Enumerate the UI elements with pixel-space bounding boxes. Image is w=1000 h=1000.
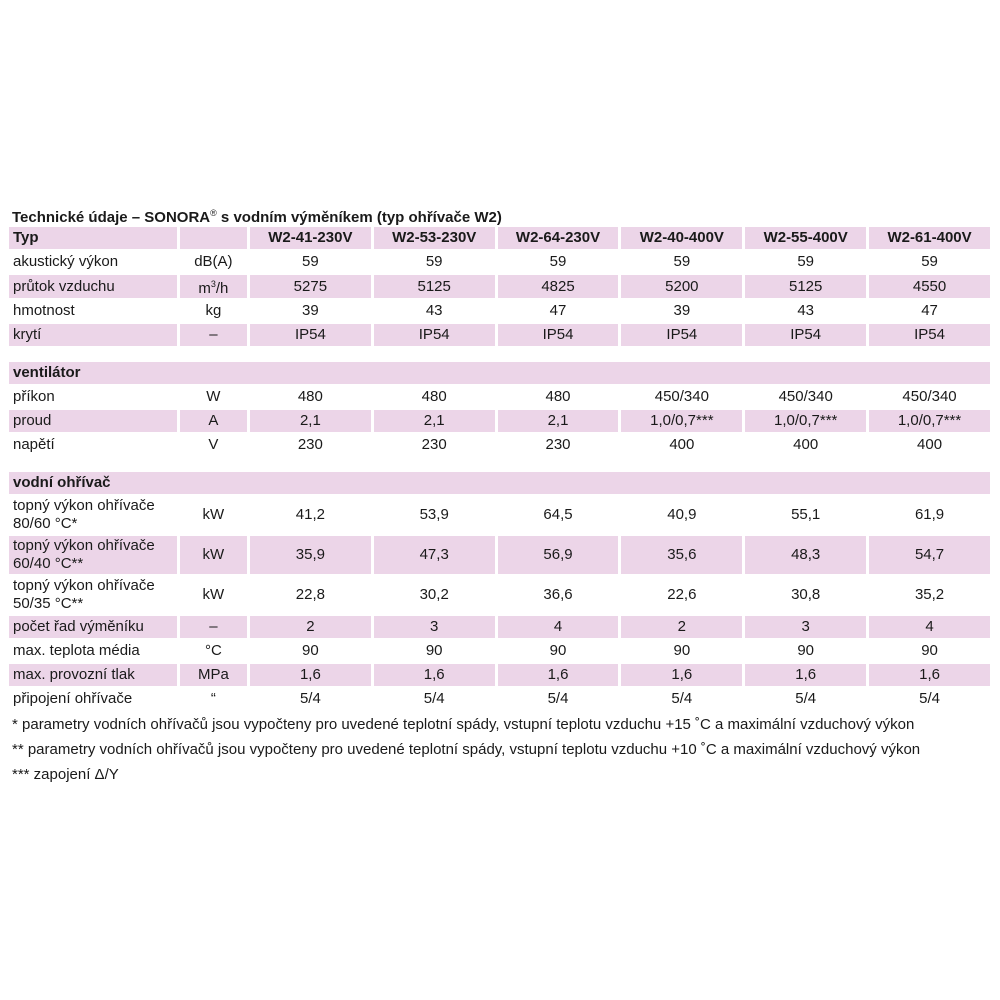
value-cell: 450/340 [654,388,709,405]
footnotes [9,712,993,787]
param-label: topný výkon ohřívače 80/60 °C* [13,497,155,532]
value-cell: 41,2 [295,506,325,523]
value-cell: 1,6 [250,664,371,686]
type-label: Typ [9,227,177,249]
unit-base: m [198,280,211,297]
value-cell: 90 [302,642,319,659]
value-cell: 400 [669,436,695,453]
unit-cell: W [206,388,221,405]
table-row [9,576,990,614]
table-row [9,251,990,273]
value-cell: 400 [917,436,943,453]
title-text: Technické údaje – SONORA [12,209,211,226]
unit-cell: dB(A) [194,253,233,270]
value-cell: 2,1 [250,410,371,432]
value-cell: 59 [302,253,319,270]
value-cell: 90 [549,642,567,659]
unit-sup: 3 [210,279,216,289]
spacer-row [9,458,990,470]
value-cell: 1,6 [498,664,619,686]
value-cell: 56,9 [498,536,619,574]
unit-header [180,227,247,249]
unit-rest: /h [215,280,229,297]
value-cell: 450/340 [902,388,957,405]
value-cell: 55,1 [791,506,821,523]
param-label: připojení ohřívače [13,690,133,707]
value-cell: 53,9 [419,506,449,523]
value-cell: 2 [250,616,371,638]
value-cell: 59 [673,253,691,270]
model-header: W2-41-230V [250,227,371,249]
value-cell: 2,1 [498,410,619,432]
value-cell: IP54 [498,324,619,346]
table-row [9,664,990,686]
value-cell: 90 [921,642,938,659]
value-cell: 39 [302,302,319,319]
table-row [9,386,990,408]
value-cell: 5125 [745,275,866,298]
value-cell: 1,6 [869,664,990,686]
param-label: hmotnost [13,302,75,319]
value-cell: 59 [921,253,938,270]
footnote: *** zapojení Δ/Y [12,766,119,783]
param-label: krytí [9,324,177,346]
value-cell: 90 [673,642,691,659]
table-row [9,275,990,298]
value-cell: 5/4 [547,690,569,707]
value-cell: 64,5 [543,506,573,523]
spacer [9,458,990,470]
title-rest: s vodním výměníkem (typ ohřívače W2) [216,209,502,226]
value-cell: 30,8 [791,586,821,603]
value-cell: 3 [745,616,866,638]
value-cell: 90 [797,642,815,659]
value-cell: 5275 [250,275,371,298]
value-cell: 5/4 [671,690,693,707]
table-row [9,410,990,432]
table-row [9,688,990,710]
param-label: napětí [13,436,55,453]
value-cell: 22,6 [667,586,697,603]
value-cell: IP54 [621,324,742,346]
footnote: ** parametry vodních ohřívačů jsou vypočteny pro uvedené teplotní spády, vstupní teplotu vzduchu +10 ˚C a maximální vzduchový výkon [12,741,921,758]
value-cell: 5/4 [919,690,940,707]
unit-cell: °C [204,642,222,659]
value-cell: 4825 [498,275,619,298]
header-row [9,227,990,249]
unit-cell: kW [202,506,225,523]
value-cell: 400 [793,436,819,453]
value-cell: 5200 [621,275,742,298]
unit-cell: kW [202,586,225,603]
value-cell: IP54 [374,324,495,346]
param-label: topný výkon ohřívače 60/40 °C** [9,536,177,574]
section-row-fan [9,362,990,384]
unit-cell: – [180,616,247,638]
value-cell: 47 [921,302,938,319]
value-cell: 54,7 [869,536,990,574]
table-row [9,300,990,322]
unit-cell: MPa [180,664,247,686]
value-cell: 43 [425,302,443,319]
unit-cell: V [208,436,219,453]
value-cell: 48,3 [745,536,866,574]
param-label: počet řad výměníku [9,616,177,638]
param-label: max. provozní tlak [9,664,177,686]
param-label: topný výkon ohřívače 50/35 °C** [13,577,155,612]
value-cell: IP54 [869,324,990,346]
value-cell: 5/4 [795,690,817,707]
section-heading: ventilátor [9,362,990,384]
value-cell: 35,2 [914,586,945,603]
value-cell: 230 [421,436,447,453]
value-cell: 40,9 [667,506,697,523]
value-cell: 59 [797,253,815,270]
value-cell: 43 [797,302,815,319]
value-cell: 59 [425,253,443,270]
value-cell: 22,8 [295,586,325,603]
value-cell: 480 [421,388,447,405]
value-cell: 47,3 [374,536,495,574]
value-cell: 47 [549,302,567,319]
value-cell: 35,9 [250,536,371,574]
unit-cell: “ [210,690,216,707]
spec-table [6,225,993,712]
value-cell: 1,6 [621,664,742,686]
model-header: W2-53-230V [374,227,495,249]
param-label: max. teplota média [13,642,140,659]
value-cell: 1,0/0,7*** [869,410,990,432]
value-cell: 90 [425,642,443,659]
value-cell: 4550 [869,275,990,298]
value-cell: 30,2 [419,586,449,603]
value-cell: 5/4 [423,690,445,707]
value-cell: 230 [297,436,323,453]
model-header: W2-40-400V [621,227,742,249]
value-cell: 5/4 [299,690,321,707]
unit-cell: kW [180,536,247,574]
value-cell: 230 [545,436,571,453]
table-row [9,640,990,662]
footnote: * parametry vodních ohřívačů jsou vypočteny pro uvedené teplotní spády, vstupní teplotu vzduchu +15 ˚C a maximální vzduchový výkon [12,716,915,733]
unit-cell [180,275,247,298]
spacer-row [9,348,990,360]
table-row [9,324,990,346]
table-row [9,434,990,456]
unit-cell: A [180,410,247,432]
value-cell: 36,6 [543,586,573,603]
value-cell: 61,9 [914,506,945,523]
table-title [9,201,993,225]
unit-cell: – [180,324,247,346]
table-row [9,536,990,574]
value-cell: IP54 [745,324,866,346]
value-cell: 35,6 [621,536,742,574]
table-row [9,616,990,638]
param-label: příkon [13,388,55,405]
value-cell: 480 [545,388,571,405]
value-cell: IP54 [250,324,371,346]
value-cell: 1,0/0,7*** [621,410,742,432]
value-cell: 4 [869,616,990,638]
value-cell: 2,1 [374,410,495,432]
registered-mark: ® [210,208,217,218]
value-cell: 1,6 [745,664,866,686]
value-cell: 1,6 [374,664,495,686]
value-cell: 5125 [374,275,495,298]
model-header: W2-55-400V [745,227,866,249]
section-row-heater [9,472,990,494]
model-header: W2-61-400V [869,227,990,249]
unit-cell: kg [205,302,222,319]
value-cell: 1,0/0,7*** [745,410,866,432]
value-cell: 39 [673,302,691,319]
spacer [9,348,990,360]
section-heading: vodní ohřívač [9,472,990,494]
model-header: W2-64-230V [498,227,619,249]
value-cell: 3 [374,616,495,638]
value-cell: 4 [498,616,619,638]
param-label: proud [9,410,177,432]
value-cell: 59 [549,253,567,270]
value-cell: 480 [297,388,323,405]
value-cell: 450/340 [778,388,833,405]
param-label: průtok vzduchu [9,275,177,298]
value-cell: 2 [621,616,742,638]
param-label: akustický výkon [13,253,119,270]
spec-sheet [9,201,993,787]
table-row [9,496,990,534]
